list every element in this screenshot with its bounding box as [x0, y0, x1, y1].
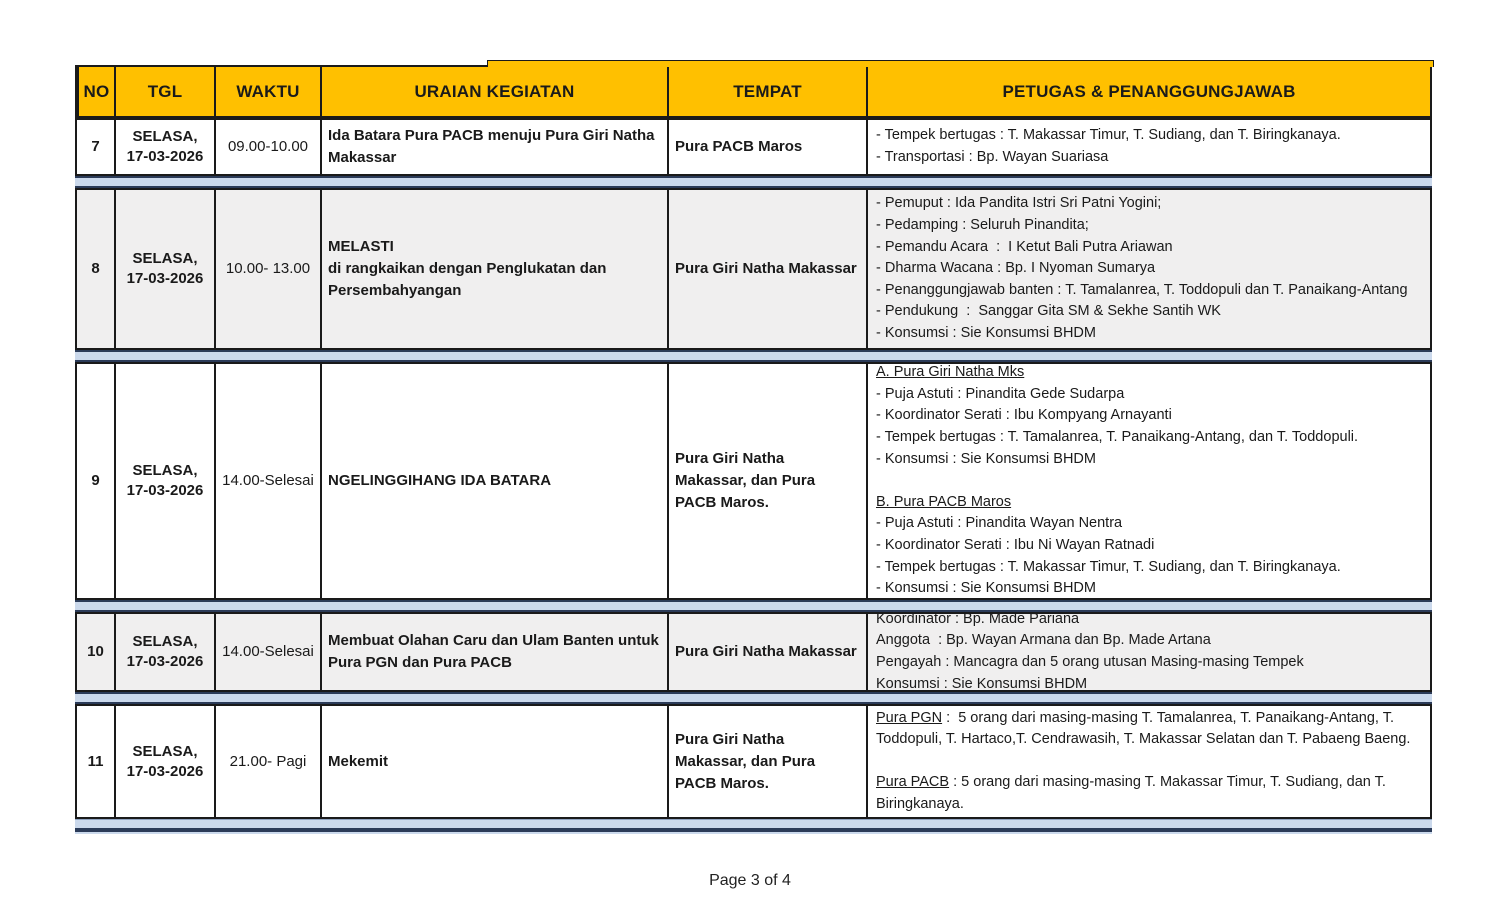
- col-uraian-cell: [320, 706, 667, 817]
- petugas-line: [876, 470, 1422, 492]
- row-separator-band: [75, 819, 1432, 832]
- tgl-line: SELASA,: [132, 633, 198, 650]
- petugas-line: - Transportasi : Bp. Wayan Suariasa: [876, 149, 1109, 165]
- uraian-line: di rangkaikan dengan Penglukatan dan Persembahyangan: [328, 260, 607, 299]
- petugas-line: [876, 751, 1422, 773]
- petugas-underlined-label: Pura PACB: [876, 774, 950, 791]
- petugas-underlined-label: Pura PGN: [876, 709, 943, 726]
- header-cell-tgl: TGL: [114, 67, 214, 116]
- row-separator-band: [75, 350, 1432, 362]
- col-no-cell: 7: [91, 138, 100, 155]
- col-tempat-cell: Pura Giri Natha Makassar: [667, 614, 866, 690]
- uraian-line: MELASTI: [328, 238, 394, 255]
- col-tempat-cell: Pura Giri Natha Makassar: [667, 190, 866, 348]
- table-body: [75, 118, 1432, 832]
- petugas-line: - Puja Astuti : Pinandita Wayan Nentra: [876, 515, 1123, 532]
- petugas-line: Pengayah : Mancagra dan 5 orang utusan Masing-masing Tempek: [876, 654, 1304, 670]
- petugas-underlined-label: B. Pura PACB Maros: [876, 493, 1012, 510]
- header-notch: [487, 60, 1434, 67]
- petugas-line: - Koordinator Serati : Ibu Ni Wayan Ratnadi: [876, 536, 1155, 553]
- col-uraian-cell: [320, 364, 667, 598]
- col-tempat-cell: Pura Giri Natha Makassar, dan Pura PACB Maros.: [667, 364, 866, 598]
- uraian-line: Mekemit: [328, 752, 389, 770]
- tgl-line: SELASA,: [132, 462, 198, 479]
- petugas-line: - Tempek bertugas : T. Tamalanrea, T. Panaikang-Antang, dan T. Toddopuli.: [876, 429, 1359, 446]
- table-row: [75, 118, 1432, 176]
- col-waktu-cell: 14.00-Selesai: [214, 364, 320, 598]
- tgl-line: SELASA,: [132, 250, 198, 267]
- row-separator-band: [75, 176, 1432, 188]
- petugas-line: Konsumsi : Sie Konsumsi BHDM: [876, 675, 1088, 692]
- col-petugas-cell: [866, 706, 1430, 817]
- page-footer: [0, 872, 1500, 890]
- header-cell-waktu: WAKTU: [214, 67, 320, 116]
- petugas-line: [876, 772, 1422, 815]
- col-waktu-cell: 09.00-10.00: [214, 120, 320, 174]
- petugas-line: - Pedamping : Seluruh Pinandita;: [876, 217, 1089, 234]
- col-waktu-cell: 10.00- 13.00: [214, 190, 320, 348]
- uraian-line: Membuat Olahan Caru dan Ulam Banten untuk Pura PGN dan Pura PACB: [328, 632, 659, 671]
- col-petugas-cell: [866, 364, 1430, 598]
- table-row: [75, 362, 1432, 600]
- col-tgl-cell: [114, 190, 214, 348]
- col-uraian-cell: [320, 120, 667, 174]
- col-tgl-cell: [114, 120, 214, 174]
- page-number-label: Page 3 of 4: [709, 872, 791, 889]
- petugas-line: [876, 362, 1422, 384]
- petugas-line: - Tempek bertugas : T. Makassar Timur, T. Sudiang, dan T. Biringkanaya.: [876, 127, 1341, 144]
- table-row: [75, 612, 1432, 692]
- petugas-text: : 5 orang dari masing-masing T. Tamalanrea, T. Panaikang-Antang, T. Toddopuli, T. Hartaco,T. Cendrawasih, T. Makassar Selatan dan T. Pabaeng Baeng.: [876, 709, 1411, 748]
- col-petugas-cell: [866, 120, 1430, 174]
- col-uraian-cell: [320, 190, 667, 348]
- petugas-line: - Dharma Wacana : Bp. I Nyoman Sumarya: [876, 260, 1156, 277]
- col-no-cell: 11: [87, 752, 104, 770]
- table-row: [75, 188, 1432, 350]
- tgl-line: SELASA,: [132, 742, 198, 760]
- tgl-line: 17-03-2026: [126, 270, 204, 287]
- schedule-table: [75, 65, 1432, 832]
- col-tgl-cell: [114, 364, 214, 598]
- petugas-line: [876, 708, 1422, 751]
- petugas-line: - Konsumsi : Sie Konsumsi BHDM: [876, 580, 1096, 597]
- petugas-line: - Koordinator Serati : Ibu Kompyang Arnayanti: [876, 407, 1172, 424]
- col-tgl-cell: [114, 614, 214, 690]
- petugas-underlined-label: A. Pura Giri Natha Mks: [876, 364, 1025, 381]
- tgl-line: 17-03-2026: [126, 148, 204, 165]
- petugas-line: Anggota : Bp. Wayan Armana dan Bp. Made Artana: [876, 632, 1211, 649]
- col-waktu-cell: 14.00-Selesai: [214, 614, 320, 690]
- col-petugas-cell: [866, 610, 1430, 692]
- col-tempat-cell: Pura Giri Natha Makassar, dan Pura PACB Maros.: [667, 706, 866, 817]
- tgl-line: 17-03-2026: [126, 653, 204, 670]
- col-tgl-cell: [114, 706, 214, 817]
- header-cell-no: NO: [77, 67, 114, 116]
- petugas-line: - Pemuput : Ida Pandita Istri Sri Patni Yogini;: [876, 195, 1162, 212]
- petugas-line: - Tempek bertugas : T. Makassar Timur, T. Sudiang, dan T. Biringkanaya.: [876, 558, 1341, 575]
- col-no-cell: 9: [91, 472, 100, 489]
- petugas-line: - Pemandu Acara : I Ketut Bali Putra Ariawan: [876, 238, 1173, 255]
- petugas-line: Koordinator : Bp. Made Pariana: [876, 610, 1080, 627]
- tgl-line: 17-03-2026: [126, 762, 204, 780]
- tgl-line: 17-03-2026: [126, 482, 204, 499]
- table-header-row: [75, 65, 1432, 118]
- petugas-line: [876, 492, 1422, 514]
- header-cell-tempat: TEMPAT: [667, 67, 866, 116]
- col-uraian-cell: [320, 614, 667, 690]
- petugas-line: - Penanggungjawab banten : T. Tamalanrea, T. Toddopuli dan T. Panaikang-Antang: [876, 281, 1408, 298]
- header-cell-uraian-kegiatan: URAIAN KEGIATAN: [320, 67, 667, 116]
- petugas-line: - Konsumsi : Sie Konsumsi BHDM: [876, 324, 1096, 341]
- petugas-line: - Konsumsi : Sie Konsumsi BHDM: [876, 450, 1096, 467]
- col-no-cell: 8: [91, 260, 100, 277]
- table-row: [75, 704, 1432, 819]
- uraian-line: Ida Batara Pura PACB menuju Pura Giri Natha Makassar: [328, 127, 655, 166]
- petugas-line: - Pendukung : Sanggar Gita SM & Sekhe Santih WK: [876, 303, 1221, 320]
- col-no-cell: 10: [87, 643, 104, 660]
- col-petugas-cell: [866, 190, 1430, 348]
- col-tempat-cell: Pura PACB Maros: [667, 120, 866, 174]
- col-waktu-cell: 21.00- Pagi: [214, 706, 320, 817]
- tgl-line: SELASA,: [132, 128, 198, 145]
- petugas-line: - Puja Astuti : Pinandita Gede Sudarpa: [876, 385, 1125, 402]
- header-cell-petugas-penanggungjawab: PETUGAS & PENANGGUNGJAWAB: [866, 67, 1430, 116]
- uraian-line: NGELINGGIHANG IDA BATARA: [328, 472, 552, 489]
- petugas-text: : 5 orang dari masing-masing T. Makassar Timur, T. Sudiang, dan T. Biringkanaya.: [876, 774, 1390, 812]
